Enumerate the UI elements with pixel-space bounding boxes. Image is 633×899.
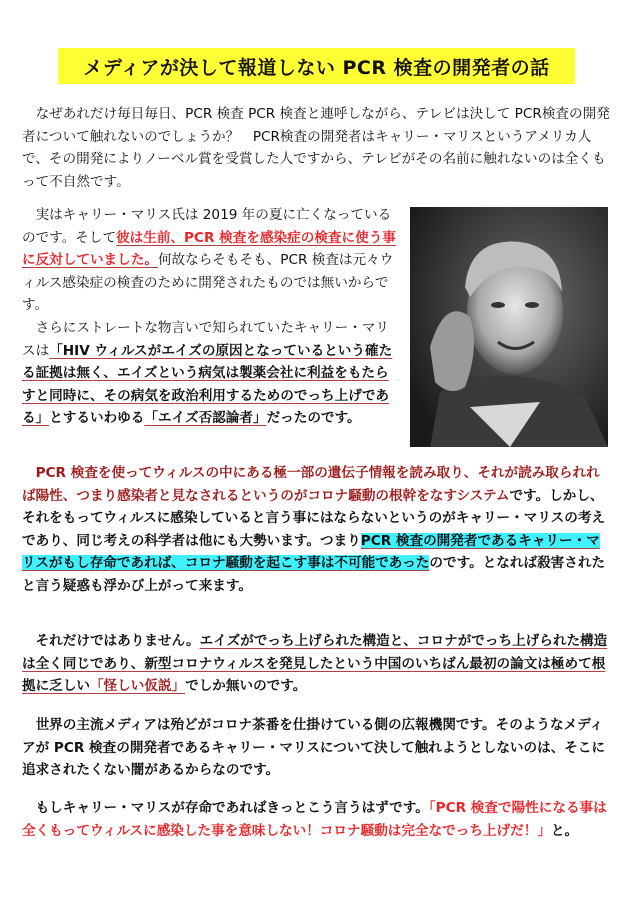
portrait-photo xyxy=(410,207,608,447)
conclusion-intro: もしキャリー・マリスが存命であればきっとこう言うはずです。 xyxy=(22,800,429,816)
aids-mid: とするいわゆる xyxy=(49,410,145,426)
aids-end: だったのです。 xyxy=(266,410,361,426)
death-text: 実はキャリー・マリス氏は 2019 年の夏に亡くなっているのです。そして xyxy=(22,207,392,246)
paragraph-pcr-system xyxy=(22,462,612,597)
opposed-text: 彼は生前、PCR 検査を感染症の検査に使う事に反対していました。 xyxy=(22,229,396,268)
paragraph-structure xyxy=(22,630,612,698)
suspicion-text: のです。となれば殺害されたと言う疑惑も浮かび上がって来ます。 xyxy=(22,555,606,594)
portrait-image xyxy=(410,207,608,447)
paragraph-aids xyxy=(22,317,400,430)
paragraph-conclusion xyxy=(22,797,612,842)
paragraph-death xyxy=(22,204,400,317)
pcr-opinion-text: です。しかし、それをもってウィルスに感染していると言う事にはならないというのがキャリー・マリスの考えであり、同じ考えの科学者は他にも大勢います。つまり xyxy=(22,487,606,549)
aids-intro: さらにストレートな物言いで知られていたキャリー・マリスは xyxy=(22,320,390,359)
pcr-system-text: PCR 検査を使ってウィルスの中にある極一部の遺伝子情報を読み取り、それが読み取られれば陽性、つまり感染者と見なされるというのがコロナ騒動の根幹をなすシステム xyxy=(22,465,600,504)
aids-quote: 「HIV ウィルスがエイズの原因となっているという確たる証拠は無く、エイズという病気は製薬会社に利益をもたらすと同時に、その病気を政治利用するためのでっち上げである」 xyxy=(22,342,393,426)
structure-end: でしか無いのです。 xyxy=(185,678,307,694)
highlighted-claim: PCR 検査の開発者であるキャリー・マリスがもし存命であれば、コロナ騒動を起こす事は不可能であった xyxy=(22,532,600,571)
structure-intro: それだけではありません。 xyxy=(22,633,200,649)
conclusion-end: と。 xyxy=(550,822,579,839)
paragraph-intro: なぜあれだけ毎日毎日、PCR 検査 PCR 検査と連呼しながら、テレビは決して PCR検査の開発者について触れないのでしょうか？ PCR検査の開発者はキャリー・マリスというアメリカ人で、その開発によりノーベル賞を受賞した人ですから、テレビがその名前に触れないのは全くもって不自然です。 xyxy=(22,106,610,190)
structure-text: エイズがでっち上げられた構造と、コロナがでっち上げられた構造は全く同じであり、新型コロナウィルスを発見したという中国のいちばん最初の論文は極めて根拠に乏しい xyxy=(22,633,608,694)
paragraph-media: 世界の主流メディアは殆どがコロナ茶番を仕掛けている側の広報機関です。そのようなメディアが PCR 検査の開発者であるキャリー・マリスについて決して触れようとしないのは、そこに追求されたくない闇があるからなのです。 xyxy=(22,717,606,778)
conclusion-quote: 「PCR 検査で陽性になる事は全くもってウィルスに感染した事を意味しない！コロナ騒動は完全なでっち上げだ！」 xyxy=(22,800,607,839)
aids-denier: 「エイズ否認論者」 xyxy=(144,410,267,426)
dubious-hypothesis: 「怪しい仮説」 xyxy=(89,678,186,694)
page-title: メディアが決して報道しない PCR 検査の開発者の話 xyxy=(58,48,575,84)
reason-text: 何故ならそもそも、PCR 検査は元々ウィルス感染症の検査のために開発されたものでは無いからです。 xyxy=(22,252,394,313)
